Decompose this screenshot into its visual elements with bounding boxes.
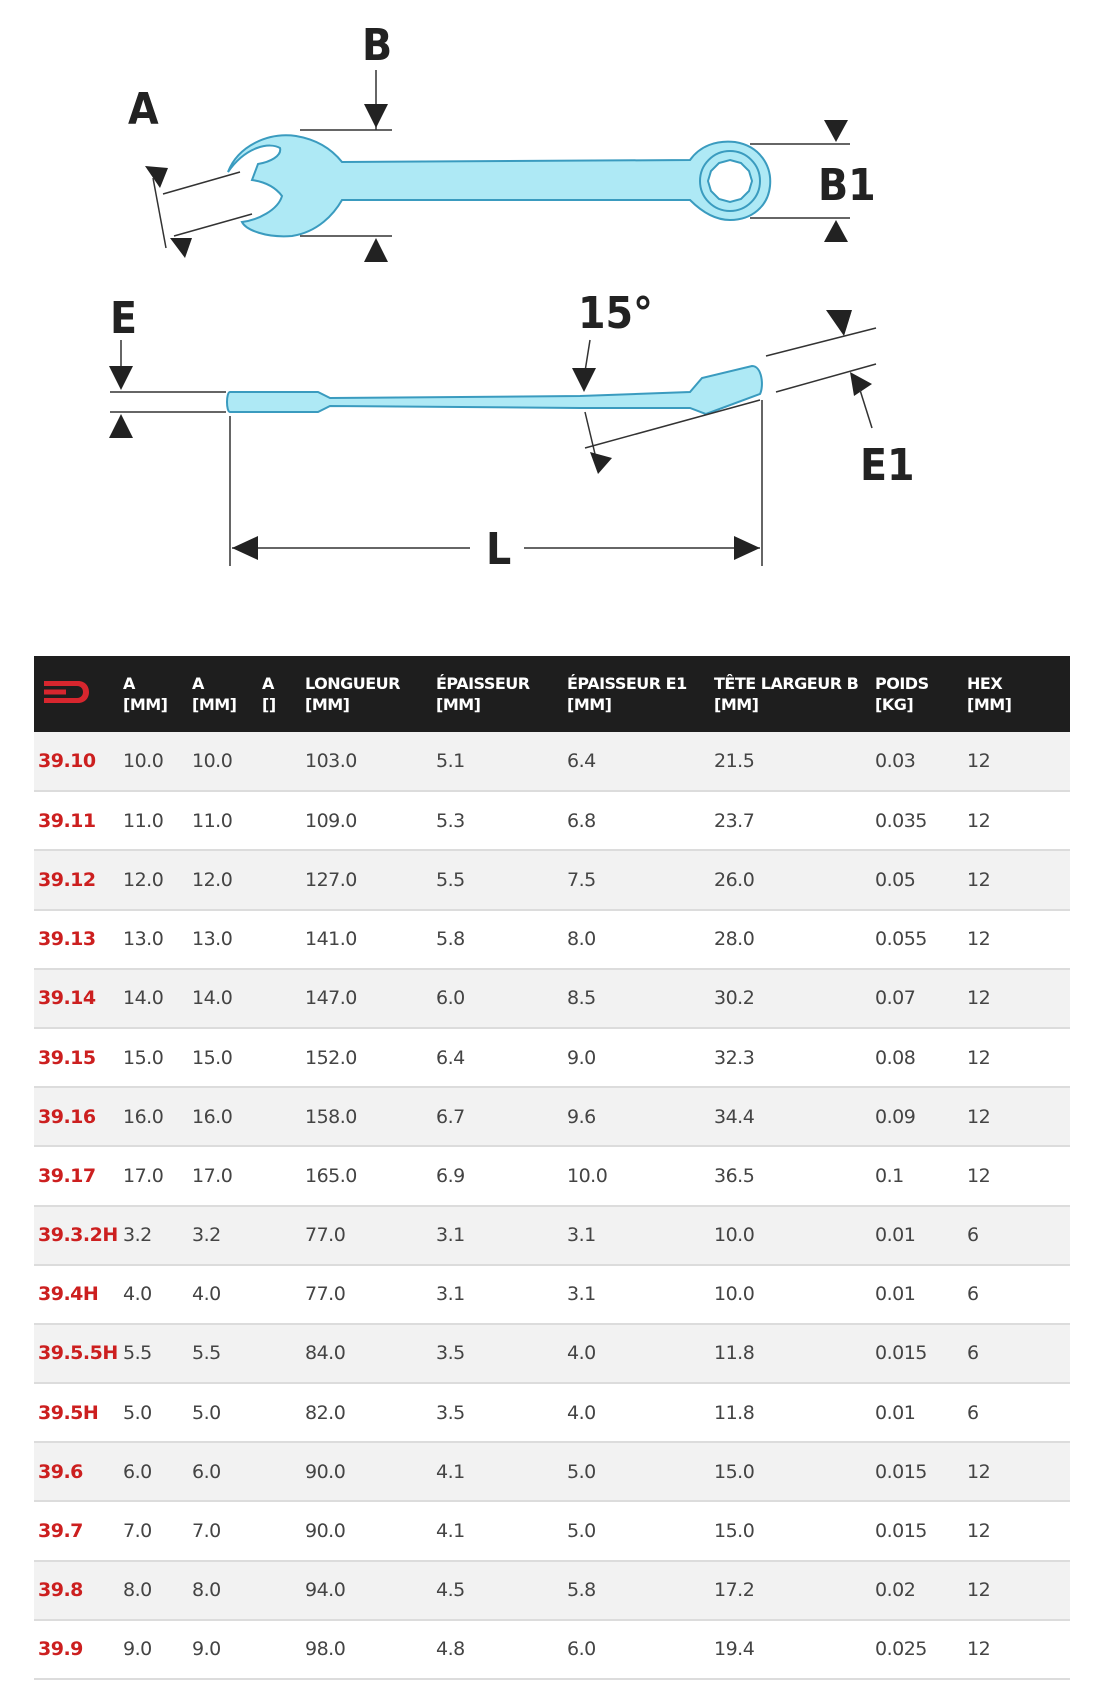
table-row [34, 1442, 1070, 1501]
table-cell: 13.0 [192, 928, 233, 951]
table-cell: 15.0 [714, 1520, 755, 1543]
label-b1: B1 [818, 160, 876, 211]
table-row [34, 969, 1070, 1028]
table-cell: 90.0 [305, 1460, 346, 1483]
table-cell: 12 [967, 750, 991, 773]
table-cell: 10.0 [567, 1164, 608, 1187]
table-cell: 5.0 [123, 1401, 152, 1424]
table-cell: 17.0 [192, 1164, 233, 1187]
table-cell: 158.0 [305, 1105, 357, 1128]
table-cell: 8.0 [123, 1579, 152, 1602]
column-header: A [] [262, 674, 276, 714]
table-cell: 77.0 [305, 1283, 346, 1306]
table-cell: 6.7 [436, 1105, 465, 1128]
table-row [34, 1265, 1070, 1324]
table-cell: 5.5 [436, 868, 465, 891]
part-reference-cell: 39.9 [38, 1638, 83, 1661]
table-cell: 17.2 [714, 1579, 755, 1602]
table-cell [258, 1324, 301, 1383]
table-cell: 5.8 [436, 928, 465, 951]
column-header: TÊTE LARGEUR B [MM] [714, 674, 859, 714]
table-cell: 0.015 [875, 1342, 927, 1365]
table-cell: 5.8 [567, 1579, 596, 1602]
table-cell: 16.0 [192, 1105, 233, 1128]
column-header: A [MM] [123, 674, 168, 714]
table-cell: 12 [967, 1579, 991, 1602]
table-cell: 21.5 [714, 750, 755, 773]
table-cell: 23.7 [714, 809, 755, 832]
label-e: E [110, 293, 138, 344]
table-cell: 4.0 [123, 1283, 152, 1306]
table-cell: 3.1 [436, 1283, 465, 1306]
table-cell: 6.4 [436, 1046, 465, 1069]
table-cell: 11.0 [192, 809, 233, 832]
table-cell: 141.0 [305, 928, 357, 951]
table-cell: 165.0 [305, 1164, 357, 1187]
table-cell: 0.015 [875, 1520, 927, 1543]
table-cell: 9.0 [567, 1046, 596, 1069]
column-header: POIDS [KG] [875, 674, 929, 714]
table-cell: 14.0 [192, 987, 233, 1010]
table-header-row [34, 656, 1070, 732]
table-cell: 12 [967, 1164, 991, 1187]
table-cell [258, 1620, 301, 1679]
table-cell: 3.5 [436, 1401, 465, 1424]
table-cell: 0.08 [875, 1046, 916, 1069]
table-row [34, 1324, 1070, 1383]
dimension-e1 [766, 310, 876, 428]
table-cell: 3.1 [567, 1224, 596, 1247]
table-cell: 12 [967, 868, 991, 891]
table-cell: 6.4 [567, 750, 596, 773]
table-cell: 4.1 [436, 1520, 465, 1543]
table-body [34, 732, 1070, 1679]
table-cell: 5.0 [567, 1460, 596, 1483]
table-cell: 82.0 [305, 1401, 346, 1424]
table-cell: 5.1 [436, 750, 465, 773]
table-cell: 12 [967, 1460, 991, 1483]
wrench-dimension-diagram [0, 0, 1120, 600]
table-cell: 11.0 [123, 809, 164, 832]
table-cell: 3.1 [436, 1224, 465, 1247]
table-cell [258, 1561, 301, 1620]
table-cell: 9.6 [567, 1105, 596, 1128]
table-cell: 10.0 [192, 750, 233, 773]
table-cell [258, 1087, 301, 1146]
table-cell: 6 [967, 1342, 979, 1365]
table-cell: 12 [967, 1105, 991, 1128]
table-cell: 11.8 [714, 1401, 755, 1424]
table-cell: 5.5 [123, 1342, 152, 1365]
table-cell: 9.0 [123, 1638, 152, 1661]
table-cell: 0.015 [875, 1460, 927, 1483]
part-reference-cell: 39.11 [38, 809, 96, 832]
wrench-ring-opening [708, 160, 752, 202]
table-cell: 147.0 [305, 987, 357, 1010]
table-cell: 0.025 [875, 1638, 927, 1661]
label-b: B [362, 20, 393, 71]
part-reference-cell: 39.7 [38, 1520, 83, 1543]
label-e1: E1 [860, 440, 915, 491]
table-cell: 15.0 [123, 1046, 164, 1069]
table-cell: 90.0 [305, 1520, 346, 1543]
table-cell: 10.0 [714, 1224, 755, 1247]
table-cell: 8.0 [192, 1579, 221, 1602]
table-cell: 5.3 [436, 809, 465, 832]
part-reference-cell: 39.6 [38, 1460, 83, 1483]
table-row [34, 1028, 1070, 1087]
table-row [34, 850, 1070, 909]
table-cell: 0.01 [875, 1283, 916, 1306]
part-reference-cell: 39.4H [38, 1283, 99, 1306]
part-reference-cell: 39.14 [38, 987, 96, 1010]
part-reference-cell: 39.8 [38, 1579, 83, 1602]
table-cell: 3.1 [567, 1283, 596, 1306]
table-cell [258, 732, 301, 791]
table-cell: 0.09 [875, 1105, 916, 1128]
wrench-side-view [227, 366, 762, 414]
facom-logo-icon [44, 679, 90, 705]
table-cell: 13.0 [123, 928, 164, 951]
table-cell: 12 [967, 928, 991, 951]
table-cell: 98.0 [305, 1638, 346, 1661]
table-cell: 15.0 [714, 1460, 755, 1483]
part-reference-cell: 39.16 [38, 1105, 96, 1128]
table-cell: 16.0 [123, 1105, 164, 1128]
table-row [34, 910, 1070, 969]
brand-logo-cell [34, 656, 119, 732]
table-cell: 7.5 [567, 868, 596, 891]
column-header: ÉPAISSEUR E1 [MM] [567, 674, 687, 714]
table-cell: 11.8 [714, 1342, 755, 1365]
part-reference-cell: 39.15 [38, 1046, 96, 1069]
label-l: L [486, 524, 512, 575]
table-cell: 0.03 [875, 750, 916, 773]
part-reference-cell: 39.10 [38, 750, 96, 773]
column-header: ÉPAISSEUR [MM] [436, 674, 530, 714]
table-row [34, 1501, 1070, 1560]
table-cell: 12.0 [192, 868, 233, 891]
table-row [34, 1206, 1070, 1265]
table-cell: 103.0 [305, 750, 357, 773]
table-cell: 30.2 [714, 987, 755, 1010]
table-cell: 6 [967, 1401, 979, 1424]
table-cell: 0.05 [875, 868, 916, 891]
table-cell: 5.0 [192, 1401, 221, 1424]
table-cell: 26.0 [714, 868, 755, 891]
table-cell: 0.01 [875, 1401, 916, 1424]
table-cell: 3.5 [436, 1342, 465, 1365]
label-angle: 15° [578, 288, 653, 339]
part-reference-cell: 39.5H [38, 1401, 99, 1424]
table-cell: 4.0 [192, 1283, 221, 1306]
table-cell [258, 1028, 301, 1087]
column-header: HEX [MM] [967, 674, 1012, 714]
table-cell: 8.5 [567, 987, 596, 1010]
table-cell: 4.1 [436, 1460, 465, 1483]
table-cell: 109.0 [305, 809, 357, 832]
table-cell [258, 1501, 301, 1560]
column-header: A [MM] [192, 674, 237, 714]
table-cell: 0.01 [875, 1224, 916, 1247]
table-cell: 4.5 [436, 1579, 465, 1602]
table-cell: 0.1 [875, 1164, 904, 1187]
table-cell: 8.0 [567, 928, 596, 951]
table-cell: 10.0 [123, 750, 164, 773]
table-cell: 4.0 [567, 1401, 596, 1424]
table-row [34, 1561, 1070, 1620]
part-reference-cell: 39.13 [38, 928, 96, 951]
table-cell: 9.0 [192, 1638, 221, 1661]
table-cell: 14.0 [123, 987, 164, 1010]
table-cell [258, 910, 301, 969]
table-cell: 12 [967, 1520, 991, 1543]
table-cell: 6 [967, 1224, 979, 1247]
table-cell: 84.0 [305, 1342, 346, 1365]
table-cell: 12 [967, 987, 991, 1010]
table-cell: 6.8 [567, 809, 596, 832]
table-cell: 4.0 [567, 1342, 596, 1365]
table-cell [258, 1265, 301, 1324]
table-cell: 3.2 [192, 1224, 221, 1247]
table-row [34, 1383, 1070, 1442]
label-a: A [128, 84, 159, 135]
table-cell: 6.0 [192, 1460, 221, 1483]
table-row [34, 732, 1070, 791]
table-cell: 12 [967, 1046, 991, 1069]
part-reference-cell: 39.3.2H [38, 1224, 118, 1247]
table-cell: 0.07 [875, 987, 916, 1010]
table-cell: 6.0 [436, 987, 465, 1010]
column-header: LONGUEUR [MM] [305, 674, 400, 714]
dimension-a [145, 166, 252, 258]
table-cell: 6.0 [123, 1460, 152, 1483]
table-cell: 152.0 [305, 1046, 357, 1069]
table-cell: 17.0 [123, 1164, 164, 1187]
table-cell: 15.0 [192, 1046, 233, 1069]
table-cell: 6 [967, 1283, 979, 1306]
table-cell: 77.0 [305, 1224, 346, 1247]
table-cell: 5.5 [192, 1342, 221, 1365]
table-cell [258, 1442, 301, 1501]
table-cell: 10.0 [714, 1283, 755, 1306]
table-cell [258, 1383, 301, 1442]
table-cell: 0.02 [875, 1579, 916, 1602]
part-reference-cell: 39.5.5H [38, 1342, 118, 1365]
table-row [34, 791, 1070, 850]
table-cell: 4.8 [436, 1638, 465, 1661]
table-cell: 7.0 [192, 1520, 221, 1543]
table-cell: 12.0 [123, 868, 164, 891]
table-cell: 6.9 [436, 1164, 465, 1187]
wrench-top-view [228, 135, 770, 236]
table-cell: 5.0 [567, 1520, 596, 1543]
table-row [34, 1146, 1070, 1205]
table-cell: 28.0 [714, 928, 755, 951]
spec-table [34, 656, 1070, 1680]
table-cell: 0.055 [875, 928, 927, 951]
table-cell: 34.4 [714, 1105, 755, 1128]
table-cell [258, 850, 301, 909]
table-cell [258, 791, 301, 850]
part-reference-cell: 39.12 [38, 868, 96, 891]
table-row [34, 1620, 1070, 1679]
table-cell: 6.0 [567, 1638, 596, 1661]
table-cell [258, 1146, 301, 1205]
table-cell: 7.0 [123, 1520, 152, 1543]
table-cell: 12 [967, 809, 991, 832]
table-cell: 3.2 [123, 1224, 152, 1247]
part-reference-cell: 39.17 [38, 1164, 96, 1187]
table-cell: 127.0 [305, 868, 357, 891]
table-row [34, 1087, 1070, 1146]
table-cell: 94.0 [305, 1579, 346, 1602]
table-cell: 12 [967, 1638, 991, 1661]
wrench-open-end [228, 135, 770, 236]
dimension-e [109, 340, 226, 438]
table-cell [258, 969, 301, 1028]
table-cell: 19.4 [714, 1638, 755, 1661]
table-cell: 0.035 [875, 809, 927, 832]
table-cell: 32.3 [714, 1046, 755, 1069]
table-cell: 36.5 [714, 1164, 755, 1187]
table-cell [258, 1206, 301, 1265]
